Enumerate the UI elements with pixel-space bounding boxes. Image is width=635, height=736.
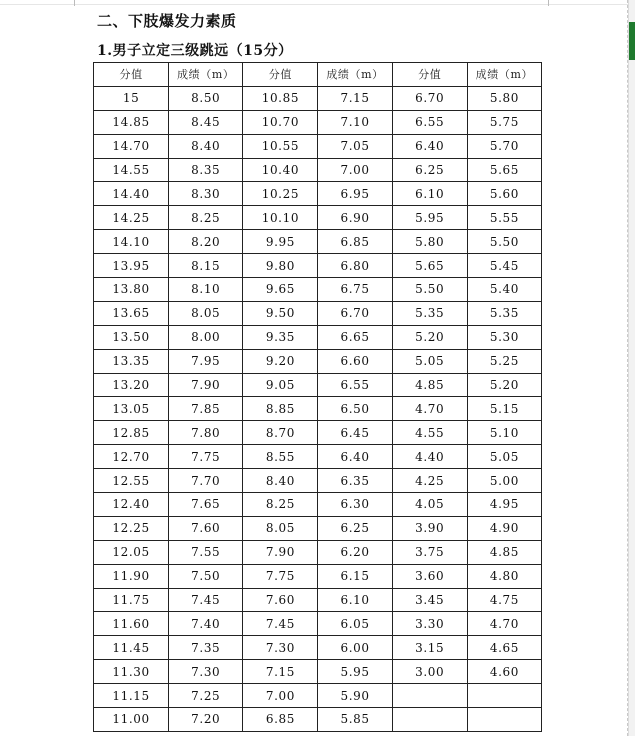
table-cell: 9.35 — [243, 325, 318, 349]
table-cell: 7.55 — [169, 540, 243, 564]
page-corner-mark — [74, 0, 83, 6]
table-cell: 8.40 — [243, 469, 318, 493]
table-cell — [392, 708, 467, 732]
table-cell: 4.95 — [467, 493, 541, 517]
table-cell: 3.90 — [392, 516, 467, 540]
table-row — [94, 684, 542, 708]
table-cell: 4.55 — [392, 421, 467, 445]
table-row — [94, 373, 542, 397]
table-cell: 12.70 — [94, 445, 169, 469]
table-cell: 3.45 — [392, 588, 467, 612]
table-row — [94, 660, 542, 684]
scrollbar-thumb[interactable] — [629, 22, 635, 60]
table-cell: 5.45 — [467, 254, 541, 278]
table-cell: 13.50 — [94, 325, 169, 349]
table-cell: 4.25 — [392, 469, 467, 493]
table-cell: 7.85 — [169, 397, 243, 421]
table-cell: 6.95 — [318, 182, 392, 206]
table-cell: 6.25 — [392, 158, 467, 182]
table-row — [94, 110, 542, 134]
table-cell: 9.20 — [243, 349, 318, 373]
table-cell: 6.60 — [318, 349, 392, 373]
table-cell: 6.25 — [318, 516, 392, 540]
header-cell: 成绩（m） — [169, 63, 243, 87]
table-cell: 8.25 — [169, 206, 243, 230]
table-cell: 8.20 — [169, 230, 243, 254]
header-cell: 成绩（m） — [467, 63, 541, 87]
table-cell: 5.05 — [392, 349, 467, 373]
table-cell: 11.75 — [94, 588, 169, 612]
table-cell: 5.35 — [392, 301, 467, 325]
table-cell — [467, 708, 541, 732]
table-cell: 12.25 — [94, 516, 169, 540]
table-cell: 6.70 — [318, 301, 392, 325]
table-cell: 5.70 — [467, 134, 541, 158]
table-cell: 4.60 — [467, 660, 541, 684]
table-cell: 5.50 — [392, 278, 467, 302]
table-cell: 3.30 — [392, 612, 467, 636]
table-cell: 6.10 — [318, 588, 392, 612]
header-cell: 分值 — [94, 63, 169, 87]
table-cell: 5.00 — [467, 469, 541, 493]
header-cell: 分值 — [392, 63, 467, 87]
table-cell: 12.40 — [94, 493, 169, 517]
table-cell: 4.65 — [467, 636, 541, 660]
table-cell: 5.95 — [392, 206, 467, 230]
table-cell: 5.55 — [467, 206, 541, 230]
table-cell: 5.40 — [467, 278, 541, 302]
table-cell: 8.05 — [169, 301, 243, 325]
table-cell: 5.20 — [392, 325, 467, 349]
table-row — [94, 636, 542, 660]
table-cell: 7.90 — [243, 540, 318, 564]
table-cell: 6.15 — [318, 564, 392, 588]
table-cell: 9.50 — [243, 301, 318, 325]
table-row — [94, 445, 542, 469]
table-cell: 5.65 — [467, 158, 541, 182]
table-cell: 3.15 — [392, 636, 467, 660]
table-cell: 5.50 — [467, 230, 541, 254]
table-cell: 10.85 — [243, 86, 318, 110]
table-cell: 8.45 — [169, 110, 243, 134]
page-margin-guide — [627, 0, 629, 736]
table-cell: 7.80 — [169, 421, 243, 445]
table-cell: 7.45 — [169, 588, 243, 612]
table-cell: 8.55 — [243, 445, 318, 469]
header-cell: 分值 — [243, 63, 318, 87]
table-cell: 6.55 — [392, 110, 467, 134]
table-row — [94, 588, 542, 612]
table-cell: 12.85 — [94, 421, 169, 445]
table-cell: 4.85 — [392, 373, 467, 397]
table-cell: 9.05 — [243, 373, 318, 397]
table-cell: 7.70 — [169, 469, 243, 493]
table-cell: 9.80 — [243, 254, 318, 278]
table-cell: 8.05 — [243, 516, 318, 540]
table-cell: 5.75 — [467, 110, 541, 134]
sub-title: 1.男子立定三级跳远（15分） — [97, 43, 293, 59]
score-table — [93, 62, 542, 732]
table-cell: 4.40 — [392, 445, 467, 469]
table-cell: 8.25 — [243, 493, 318, 517]
table-row — [94, 182, 542, 206]
table-cell: 5.20 — [467, 373, 541, 397]
table-cell: 7.10 — [318, 110, 392, 134]
table-cell: 7.35 — [169, 636, 243, 660]
page-corner-mark — [548, 0, 557, 6]
table-cell: 11.90 — [94, 564, 169, 588]
table-cell: 8.30 — [169, 182, 243, 206]
table-cell: 6.35 — [318, 469, 392, 493]
table-row — [94, 421, 542, 445]
table-cell: 11.45 — [94, 636, 169, 660]
table-cell: 8.10 — [169, 278, 243, 302]
table-cell: 4.05 — [392, 493, 467, 517]
table-cell: 12.55 — [94, 469, 169, 493]
table-cell: 5.80 — [467, 86, 541, 110]
table-cell: 5.60 — [467, 182, 541, 206]
vertical-scrollbar[interactable] — [628, 0, 635, 736]
table-row — [94, 301, 542, 325]
table-cell: 8.50 — [169, 86, 243, 110]
table-cell: 7.30 — [243, 636, 318, 660]
table-cell: 7.45 — [243, 612, 318, 636]
table-cell: 13.95 — [94, 254, 169, 278]
table-cell: 5.35 — [467, 301, 541, 325]
table-cell: 5.10 — [467, 421, 541, 445]
table-cell: 8.35 — [169, 158, 243, 182]
table-cell: 6.65 — [318, 325, 392, 349]
table-cell: 13.80 — [94, 278, 169, 302]
table-cell: 7.95 — [169, 349, 243, 373]
table-row — [94, 612, 542, 636]
table-cell: 5.65 — [392, 254, 467, 278]
table-cell: 10.70 — [243, 110, 318, 134]
table-cell: 5.25 — [467, 349, 541, 373]
table-cell: 4.90 — [467, 516, 541, 540]
table-cell: 7.65 — [169, 493, 243, 517]
header-cell: 成绩（m） — [318, 63, 392, 87]
table-cell: 11.00 — [94, 708, 169, 732]
table-cell: 4.70 — [467, 612, 541, 636]
table-row — [94, 278, 542, 302]
table-cell: 6.10 — [392, 182, 467, 206]
table-row — [94, 254, 542, 278]
table-cell: 9.95 — [243, 230, 318, 254]
table-row — [94, 158, 542, 182]
table-cell: 6.90 — [318, 206, 392, 230]
page-top-edge — [0, 0, 635, 5]
table-cell: 10.55 — [243, 134, 318, 158]
table-cell — [467, 684, 541, 708]
table-cell: 3.75 — [392, 540, 467, 564]
table-cell: 6.00 — [318, 636, 392, 660]
table-cell: 6.20 — [318, 540, 392, 564]
table-cell: 4.70 — [392, 397, 467, 421]
table-cell: 5.15 — [467, 397, 541, 421]
table-cell: 5.30 — [467, 325, 541, 349]
table-cell: 7.40 — [169, 612, 243, 636]
table-cell: 5.80 — [392, 230, 467, 254]
table-cell: 4.80 — [467, 564, 541, 588]
table-cell: 13.65 — [94, 301, 169, 325]
table-cell: 8.70 — [243, 421, 318, 445]
table-cell: 7.05 — [318, 134, 392, 158]
table-row — [94, 86, 542, 110]
table-cell: 7.15 — [318, 86, 392, 110]
table-cell: 8.85 — [243, 397, 318, 421]
table-cell: 4.85 — [467, 540, 541, 564]
table-cell: 5.95 — [318, 660, 392, 684]
table-cell: 7.60 — [169, 516, 243, 540]
table-cell: 6.85 — [318, 230, 392, 254]
table-cell: 6.40 — [318, 445, 392, 469]
table-row — [94, 134, 542, 158]
table-cell: 6.30 — [318, 493, 392, 517]
table-cell: 11.60 — [94, 612, 169, 636]
table-cell: 7.00 — [318, 158, 392, 182]
table-row — [94, 493, 542, 517]
table-cell: 7.20 — [169, 708, 243, 732]
section-title: 二、下肢爆发力素质 — [97, 12, 237, 30]
table-cell: 13.35 — [94, 349, 169, 373]
table-cell: 7.30 — [169, 660, 243, 684]
table-cell: 7.90 — [169, 373, 243, 397]
table-row — [94, 349, 542, 373]
table-cell: 7.50 — [169, 564, 243, 588]
table-cell: 8.00 — [169, 325, 243, 349]
table-cell: 6.75 — [318, 278, 392, 302]
table-cell: 11.30 — [94, 660, 169, 684]
table-cell: 6.05 — [318, 612, 392, 636]
table-header-row — [94, 63, 542, 87]
table-cell: 8.15 — [169, 254, 243, 278]
table-cell: 14.70 — [94, 134, 169, 158]
table-cell: 10.25 — [243, 182, 318, 206]
table-cell: 7.00 — [243, 684, 318, 708]
table-row — [94, 397, 542, 421]
table-cell: 6.40 — [392, 134, 467, 158]
table-cell: 14.10 — [94, 230, 169, 254]
table-cell: 14.40 — [94, 182, 169, 206]
table-cell: 6.55 — [318, 373, 392, 397]
table-cell: 13.05 — [94, 397, 169, 421]
table-cell: 11.15 — [94, 684, 169, 708]
table-cell: 5.05 — [467, 445, 541, 469]
table-row — [94, 708, 542, 732]
table-row — [94, 516, 542, 540]
table-row — [94, 230, 542, 254]
table-cell: 12.05 — [94, 540, 169, 564]
table-cell: 3.60 — [392, 564, 467, 588]
table-cell — [392, 684, 467, 708]
table-row — [94, 564, 542, 588]
table-cell: 10.10 — [243, 206, 318, 230]
table-cell: 6.80 — [318, 254, 392, 278]
table-cell: 6.50 — [318, 397, 392, 421]
table-cell: 4.75 — [467, 588, 541, 612]
table-cell: 7.75 — [243, 564, 318, 588]
table-cell: 7.25 — [169, 684, 243, 708]
table-cell: 6.70 — [392, 86, 467, 110]
table-row — [94, 540, 542, 564]
table-cell: 5.85 — [318, 708, 392, 732]
table-cell: 14.25 — [94, 206, 169, 230]
table-cell: 14.85 — [94, 110, 169, 134]
table-cell: 7.15 — [243, 660, 318, 684]
table-cell: 7.75 — [169, 445, 243, 469]
table-row — [94, 206, 542, 230]
table-cell: 6.85 — [243, 708, 318, 732]
table-row — [94, 325, 542, 349]
table-cell: 14.55 — [94, 158, 169, 182]
table-cell: 15 — [94, 86, 169, 110]
table-cell: 10.40 — [243, 158, 318, 182]
table-cell: 8.40 — [169, 134, 243, 158]
table-cell: 5.90 — [318, 684, 392, 708]
table-cell: 9.65 — [243, 278, 318, 302]
table-body — [94, 86, 542, 731]
table-row — [94, 469, 542, 493]
table-cell: 3.00 — [392, 660, 467, 684]
table-cell: 7.60 — [243, 588, 318, 612]
table-cell: 6.45 — [318, 421, 392, 445]
table-cell: 13.20 — [94, 373, 169, 397]
